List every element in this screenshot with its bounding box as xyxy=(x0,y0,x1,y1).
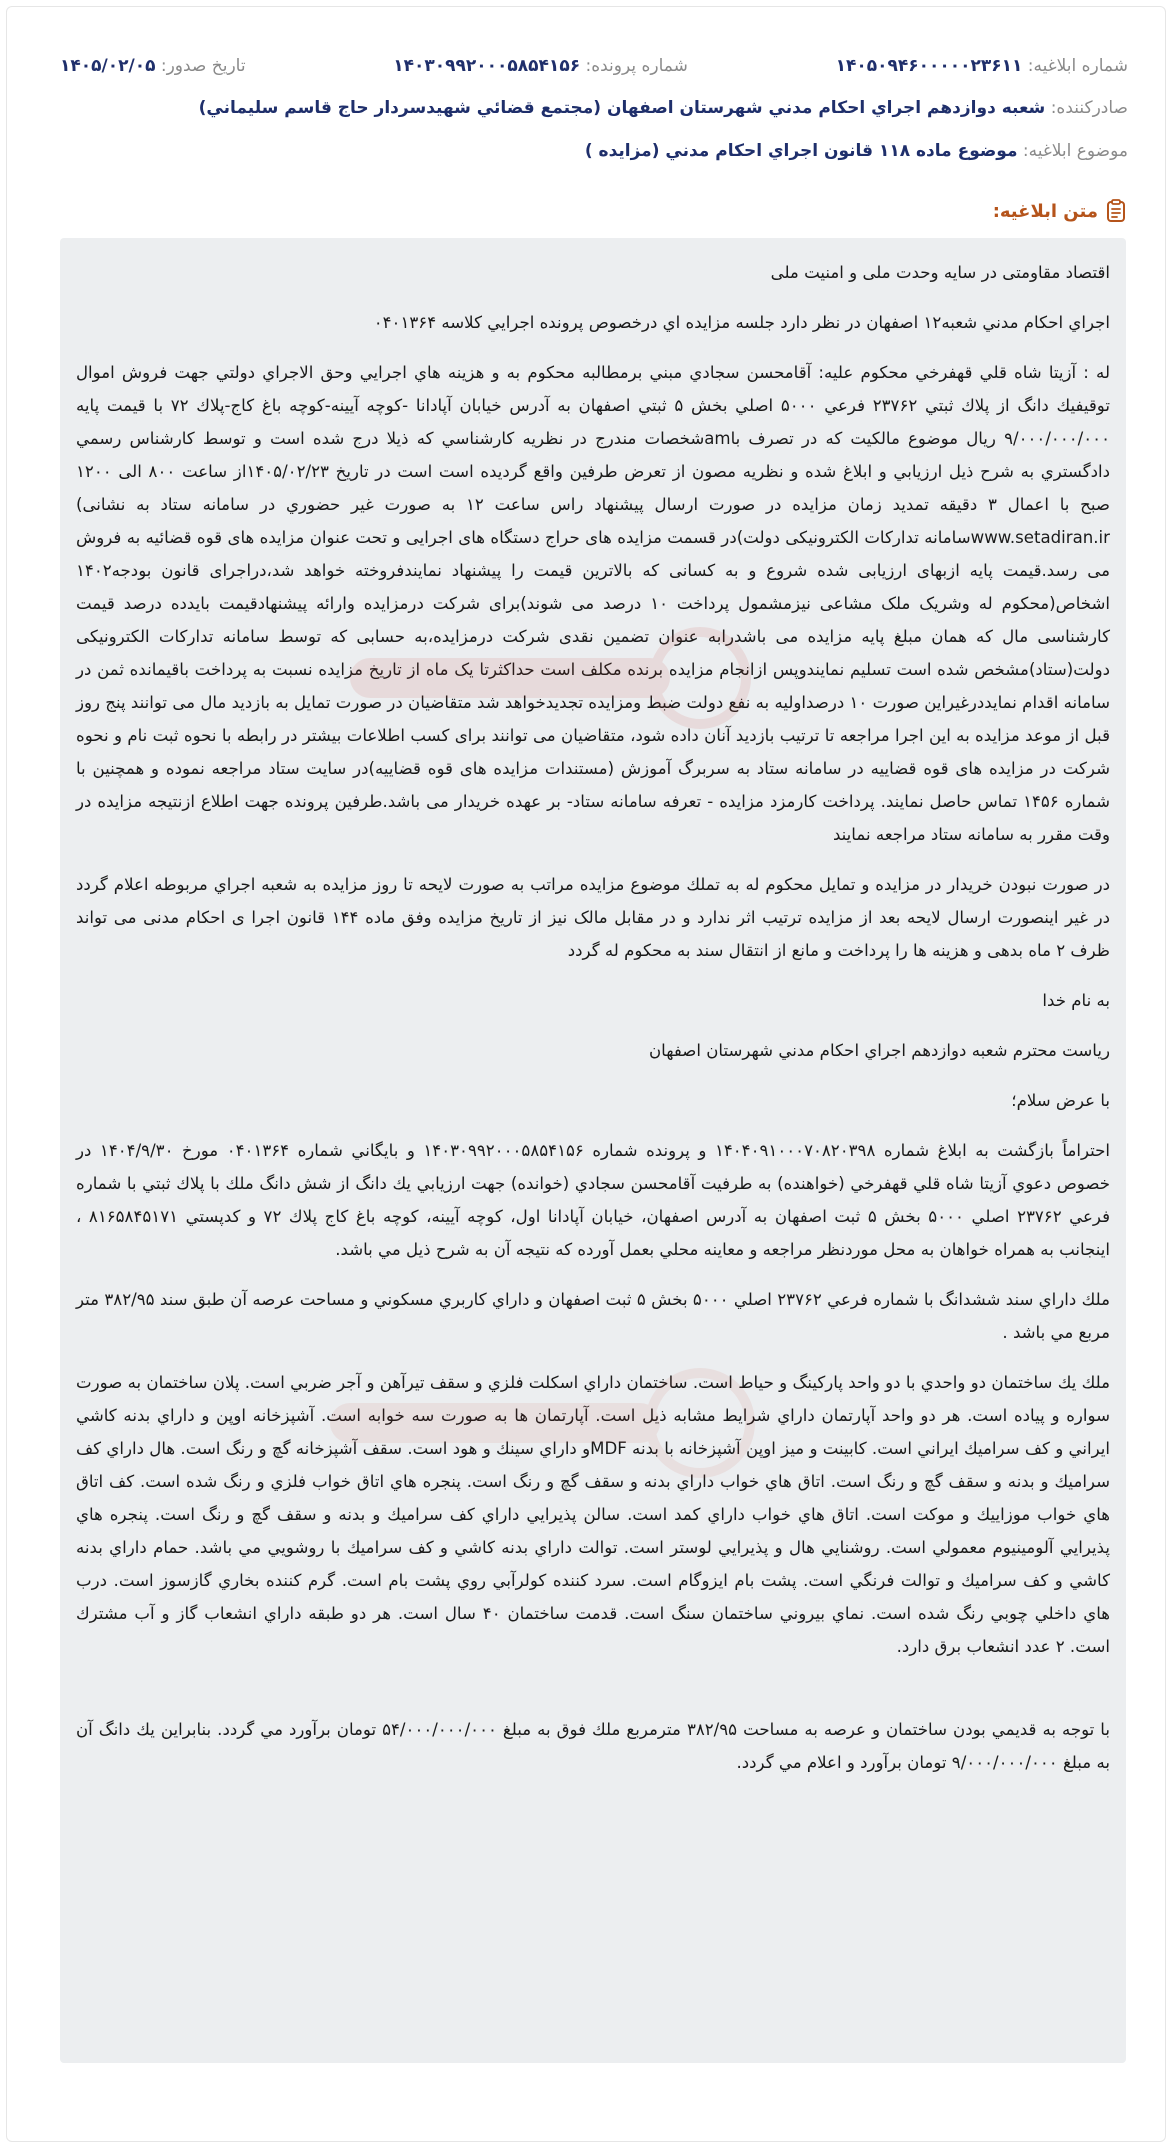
body-paragraph: اقتصاد مقاومتی در سایه وحدت ملی و امنیت ملی xyxy=(770,263,1110,282)
issuer-value: شعبه دوازدهم اجراي احكام مدني شهرستان اصفهان (مجتمع قضائي شهيدسردار حاج قاسم سليماني) xyxy=(198,98,1046,118)
issue-date-label: تاریخ صدور: xyxy=(160,56,246,76)
case-number-value: ۱۴۰۳۰۹۹۲۰۰۰۵۸۵۴۱۵۶ xyxy=(393,56,581,76)
header-meta-row xyxy=(60,56,1128,76)
document-list-icon xyxy=(1106,199,1128,223)
issue-date-value: ۱۴۰۵/۰۲/۰۵ xyxy=(60,56,156,76)
case-number xyxy=(393,56,688,76)
body-paragraph: احتراماً بازگشت به ابلاغ شماره ۱۴۰۴۰۹۱۰۰۰۷۰۸۲۰۳۹۸ و پرونده شماره ۱۴۰۳۰۹۹۲۰۰۰۵۸۵۴۱۵۶ و بايگاني شماره ۰۴۰۱۳۶۴ مورخ ۱۴۰۴/۹/۳۰ در خصوص دعوي آزيتا شاه قلي قهفرخي (خواهنده) به طرفيت آقامحسن سجادي (خوانده) جهت ارزيابي يك دانگ از شش دانگ ملك با پلاك ثبتي با شماره فرعي ۲۳۷۶۲ اصلي ۵۰۰۰ بخش ۵ ثبت اصفهان به آدرس اصفهان، خيابان آپادانا اول، كوچه آيينه، كوچه باغ كاج پلاك ۷۲ و كدپستي ۸۱۶۵۸۴۵۱۷۱ ، اينجانب به همراه خواهان به محل موردنظر مراجعه و معاينه محلي بعمل آورده كه نتيجه آن به شرح ذيل مي باشد. xyxy=(76,1141,1110,1259)
body-paragraph: به نام خدا xyxy=(1042,991,1110,1010)
notice-body xyxy=(60,238,1126,2063)
notice-number-value: ۱۴۰۵۰۹۴۶۰۰۰۰۰۲۳۶۱۱ xyxy=(835,56,1023,76)
section-title-text: متن ابلاغیه: xyxy=(992,200,1098,222)
body-paragraph: له : آزيتا شاه قلي قهفرخي محكوم عليه: آقامحسن سجادي مبني برمطالبه محكوم به و هزينه هاي اجرايي وحق الاجراي دولتي جهت فروش اموال توقيفيك دانگ از پلاك ثبتي ۲۳۷۶۲ فرعي ۵۰۰۰ اصلي بخش ۵ ثبتي اصفهان به آدرس خيابان آپادانا -كوچه آيينه-كوچه باغ كاج-پلاك ۷۲ با قيمت پايه ۹/۰۰۰/۰۰۰/۰۰۰ ريال موضوع مالكيت كه در تصرف باamشخصات مندرج در نظريه كارشناسي كه ذيلا درج شده است و توسط كارشناس رسمي دادگستري به شرح ذيل ارزيابي و ابلاغ شده و نظريه مصون از تعرض طرفين واقع گرديده است است در تاريخ ۱۴۰۵/۰۲/۲۳از ساعت ۸۰۰ الی ۱۲۰۰ صبح با اعمال ۳ دقيقه تمديد زمان مزايده در صورت ارسال پيشنهاد راس ساعت ۱۲ به صورت غير حضوري در سامانه ستاد به نشانی) www.setadiran.irسامانه تدارکات الکترونيکی دولت)در قسمت مزايده های حراج دستگاه های اجرايی و تحت عنوان مزايده های قوه قضائيه به فروش می رسد.قيمت پايه ازبهای ارزيابی شده شروع و به کسانی که بالاترين قيمت را پيشنهاد نمايندفروخته خواهد شد،دراجرای قانون بودجه۱۴۰۲ اشخاص(محکوم له وشريک ملک مشاعی نيزمشمول پرداخت ۱۰ درصد می شوند)برای شرکت درمزايده وارائه پيشنهادقيمت بايدده درصد قيمت کارشناسی مال که همان مبلغ پايه مزايده می باشدرابه عنوان تضمين نقدی شرکت درمزايده،به حسابی که توسط سامانه تدارکات الکترونيکی دولت(ستاد)مشخص شده است تسليم نمايندوپس ازانجام مزايده برنده مكلف است حداكثرتا يک ماه از تاريخ مزايده نسبت به پرداخت باقيمانده ثمن در سامانه اقدام نمايددرغيراين صورت ۱۰ درصداوليه به نفع دولت ضبط ومزايده تجديدخواهد شد متقاضيان در صورت تمايل به بازديد مال مى توانند پنج روز قبل از موعد مزايده به اين اجرا مراجعه تا ترتيب بازديد آنان داده شود، متقاضيان می توانند برای کسب اطلاعات بيشتر در رابطه با نحوه ثبت نام و نحوه شرکت در مزايده های قوه قضاييه در سامانه ستاد به سربرگ آموزش (مستندات مزايده های قوه قضاييه)در سايت ستاد مراجعه نموده و همچنين با شماره ۱۴۵۶ تماس حاصل نمايند. پرداخت كارمزد مزايده - تعرفه سامانه ستاد- بر عهده خريدار مى باشد.طرفين پرونده جهت اطلاع ازنتيجه مزايده در وقت مقرر به سامانه ستاد مراجعه نمايند xyxy=(75,363,1111,844)
body-paragraph: ملك يك ساختمان دو واحدي با دو واحد پاركينگ و حياط است. ساختمان داراي اسكلت فلزي و سقف تيرآهن و آجر ضربي است. پلان ساختمان به صورت سواره و پياده است. هر دو واحد آپارتمان داراي شرايط مشابه ذيل است. آپارتمان ها به صورت سه خوابه است. آشپزخانه اوپن و داراي بدنه كاشي ايراني و كف سراميك ايراني است. كابينت و ميز اوپن آشپزخانه با بدنه MDFو داراي سينك و هود است. سقف آشپزخانه گچ و رنگ است. هال داراي كف سراميك و بدنه و سقف گچ و رنگ است. اتاق هاي خواب داراي بدنه و سقف گچ و رنگ است. پنجره هاي اتاق خواب فلزي و رنگ شده است. كف اتاق هاي خواب موزاييك و موكت است. اتاق هاي خواب داراي كمد است. سالن پذيرايي داراي كف سراميك و بدنه و سقف گچ و رنگ است. پنجره هاي پذيرايي آلومينيوم معمولي است. روشنايي هال و پذيرايي لوستر است. توالت داراي بدنه كاشي و كف سراميك با روشويي مي باشد. حمام داراي بدنه كاشي و كف سراميك و توالت فرنگي است. پشت بام ايزوگام است. سرد كننده كولرآبي روي پشت بام است. گرم كننده بخاري گازسوز است. درب هاي داخلي چوبي رنگ شده است. نماي بيروني ساختمان سنگ است. قدمت ساختمان ۴۰ سال است. هر دو طبقه داراي انشعاب گاز و آب مشترك است. ۲ عدد انشعاب برق دارد. xyxy=(76,1373,1110,1656)
body-paragraph: با توجه به قديمي بودن ساختمان و عرصه به مساحت ۳۸۲/۹۵ مترمربع ملك فوق به مبلغ ۵۴/۰۰۰/۰۰۰/۰۰۰ تومان برآورد مي گردد. بنابراين يك دانگ آن به مبلغ ۹/۰۰۰/۰۰۰/۰۰۰ تومان برآورد و اعلام مي گردد. xyxy=(76,1720,1110,1772)
subject-label: موضوع ابلاغیه: xyxy=(1022,141,1128,161)
body-paragraph: اجراي احكام مدني شعبه۱۲ اصفهان در نظر دارد جلسه مزايده اي درخصوص پرونده اجرايي كلاسه ۰۴۰۱۳۶۴ xyxy=(373,313,1110,332)
section-title xyxy=(993,199,1128,223)
body-paragraph: ملك داراي سند ششدانگ با شماره فرعي ۲۳۷۶۲ اصلي ۵۰۰۰ بخش ۵ ثبت اصفهان و داراي كاربري مسكوني و مساحت عرصه آن طبق سند ۳۸۲/۹۵ متر مربع مي باشد . xyxy=(76,1290,1110,1342)
subject-value: موضوع ماده ۱۱۸ قانون اجراي احكام مدني (مزايده ) xyxy=(584,141,1018,161)
subject-row xyxy=(60,141,1128,161)
issuer-row xyxy=(60,98,1128,118)
case-number-label: شماره پرونده: xyxy=(585,56,688,76)
body-paragraph: با عرض سلام؛ xyxy=(1011,1091,1110,1110)
body-paragraph: در صورت نبودن خريدار در مزايده و تمايل محكوم له به تملك موضوع مزايده مراتب به صورت لايحه تا روز مزايده به شعبه اجراي مربوطه اعلام گردد در غير اينصورت ارسال لايحه بعد از مزايده ترتيب اثر ندارد و در مقابل مالک نيز از تاريخ مزايده وفق ماده ۱۴۴ قانون اجرا ی احکام مدنی می تواند ظرف ۲ ماه بدهی و هزينه ها را پرداخت و مانع از انتقال سند به محکوم له گردد xyxy=(76,875,1110,960)
issue-date xyxy=(60,56,246,76)
notice-number xyxy=(836,56,1128,76)
issuer-label: صادرکننده: xyxy=(1050,98,1128,118)
notice-number-label: شماره ابلاغیه: xyxy=(1027,56,1128,76)
body-paragraph: رياست محترم شعبه دوازدهم اجراي احكام مدني شهرستان اصفهان xyxy=(648,1041,1110,1060)
